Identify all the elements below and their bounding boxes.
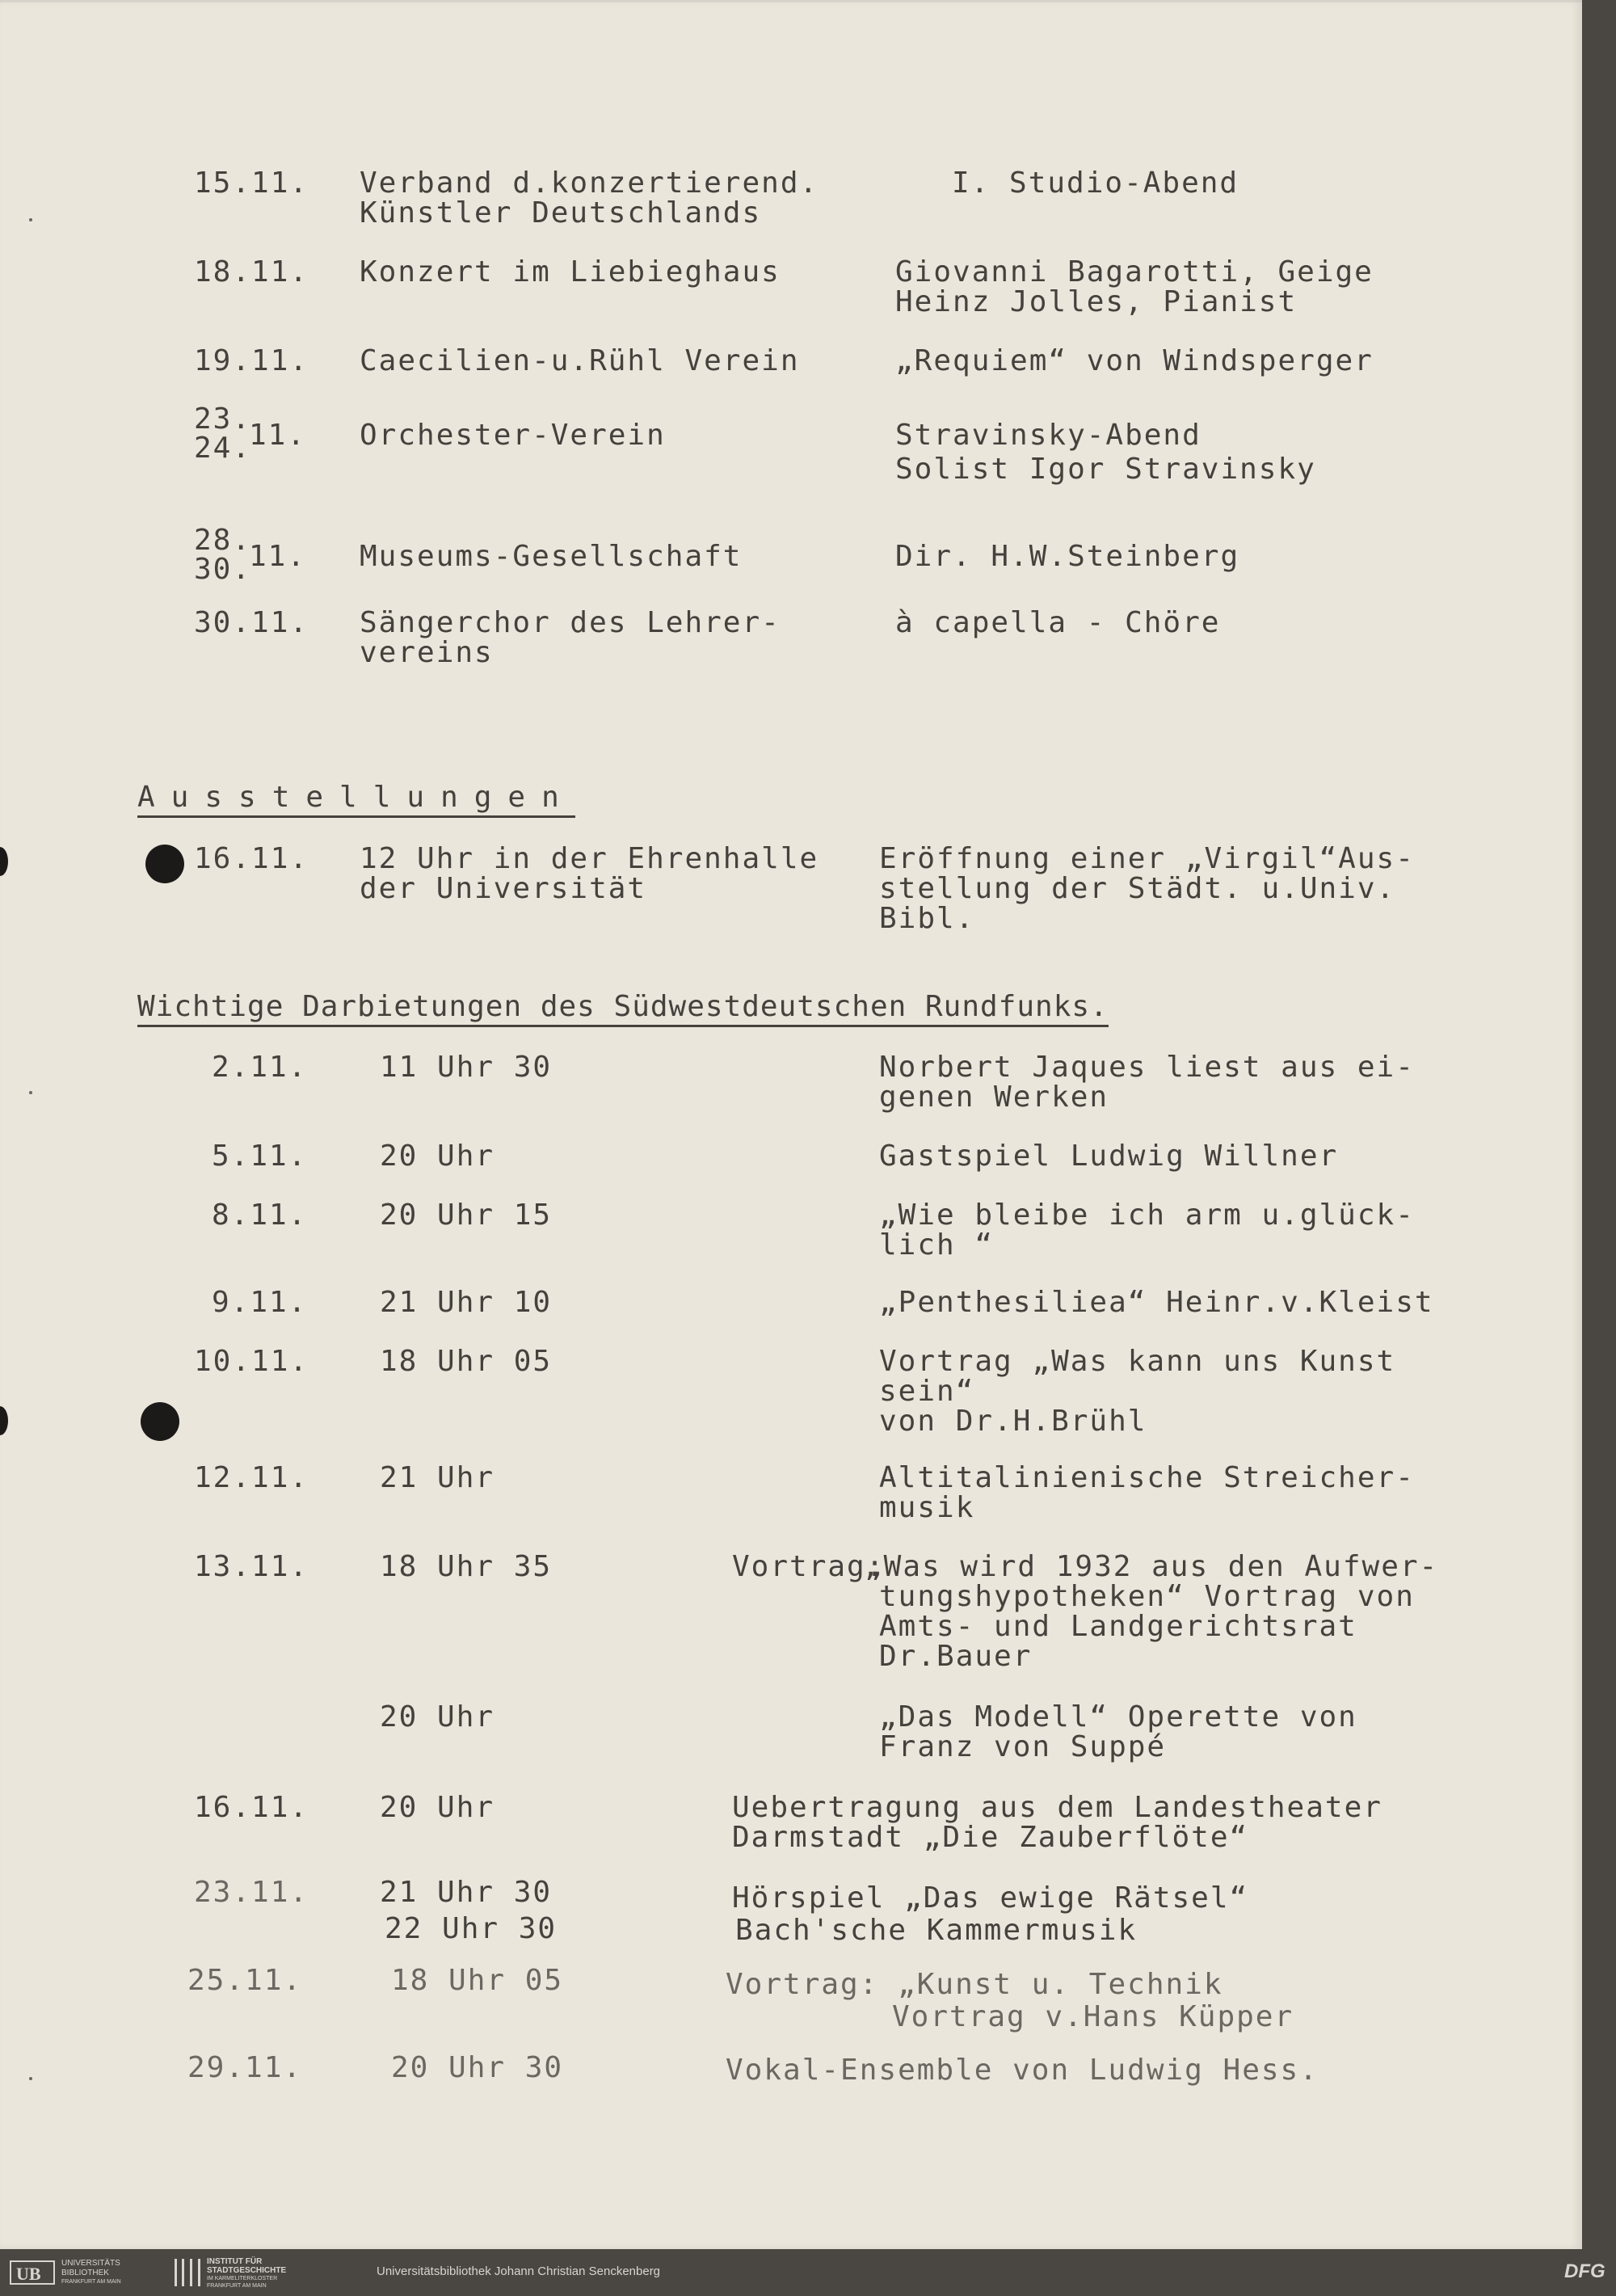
date: 10.11. (194, 1345, 309, 1378)
desc-line: Amts- und Landgerichtsrat (879, 1610, 1357, 1643)
organizer-line: Verband d.konzertierend. (360, 166, 819, 200)
time: 21 Uhr 30 (380, 1876, 553, 1909)
desc-line: Norbert Jaques liest aus ei- (879, 1051, 1415, 1084)
event-line: stellung der Städt. u.Univ. (879, 872, 1396, 905)
margin-mark (29, 1091, 32, 1094)
ub-name-line: FRANKFURT AM MAIN (61, 2279, 121, 2285)
desc-line: Bach'sche Kammermusik (735, 1914, 1138, 1947)
time: 20 Uhr 30 (391, 2051, 564, 2084)
date: 15.11. (194, 166, 309, 200)
desc-line: Franz von Suppé (879, 1730, 1167, 1763)
time: 20 Uhr (380, 1700, 495, 1734)
desc-line: Altitalinienische Streicher- (879, 1461, 1415, 1494)
date: 30.11. (194, 606, 309, 639)
event-line: I. Studio-Abend (952, 166, 1239, 200)
desc-line: Uebertragung aus dem Landestheater (732, 1791, 1382, 1824)
date-suffix: 11. (249, 419, 307, 452)
date: 16.11. (194, 842, 309, 875)
date-bottom: 24. (194, 432, 252, 465)
margin-mark (29, 218, 32, 221)
desc-line: Vortrag: „Kunst u. Technik (726, 1968, 1223, 2001)
footer-bar (0, 2249, 1616, 2296)
organizer-line: vereins (360, 636, 494, 669)
desc-line: „Wie bleibe ich arm u.glück- (879, 1199, 1415, 1232)
time: 20 Uhr 15 (380, 1199, 553, 1232)
punch-hole (145, 845, 184, 883)
desc-line: sein“ (879, 1375, 975, 1408)
time: 21 Uhr 10 (380, 1286, 553, 1319)
time-second: 22 Uhr 30 (385, 1912, 558, 1945)
event-line: Eröffnung einer „Virgil“Aus- (879, 842, 1415, 875)
library-name: Universitätsbibliothek Johann Christian Senckenberg (377, 2264, 661, 2278)
organizer-line: Orchester-Verein (360, 419, 666, 452)
desc-line: musik (879, 1491, 975, 1524)
date-top: 28. (194, 524, 252, 557)
date: 25.11. (187, 1964, 303, 1997)
ub-name-line: UNIVERSITÄTS (61, 2259, 120, 2268)
desc-line: Hörspiel „Das ewige Rätsel“ (732, 1881, 1249, 1915)
margin-mark (29, 2077, 32, 2080)
desc-line: „Was wird 1932 aus den Aufwer- (865, 1550, 1439, 1583)
date: 29.11. (187, 2051, 303, 2084)
institute-name-line: FRANKFURT AM MAIN (207, 2283, 267, 2289)
time: 18 Uhr 35 (380, 1550, 553, 1583)
event-line: Stravinsky-Abend (895, 419, 1201, 452)
desc-line: Gastspiel Ludwig Willner (879, 1140, 1339, 1173)
date-top: 23. (194, 402, 252, 436)
desc-line: genen Werken (879, 1081, 1109, 1114)
date: 9.11. (212, 1286, 308, 1319)
date: 18.11. (194, 255, 309, 289)
dfg-logo: DFG (1564, 2260, 1605, 2282)
time: 20 Uhr (380, 1791, 495, 1824)
edge-hole (0, 1406, 8, 1435)
event-line: Giovanni Bagarotti, Geige (895, 255, 1374, 289)
date: 16.11. (194, 1791, 309, 1824)
edge-hole (0, 847, 8, 876)
date-suffix: 11. (249, 540, 307, 573)
date: 8.11. (212, 1199, 308, 1232)
institute-logo-icon (175, 2259, 200, 2286)
desc-line: Vortrag v.Hans Küpper (892, 2000, 1294, 2033)
organizer-line: Museums-Gesellschaft (360, 540, 743, 573)
desc-line: Vokal-Ensemble von Ludwig Hess. (726, 2054, 1319, 2087)
desc-line: von Dr.H.Brühl (879, 1405, 1147, 1438)
date: 19.11. (194, 344, 309, 377)
date: 12.11. (194, 1461, 309, 1494)
place-line: 12 Uhr in der Ehrenhalle (360, 842, 819, 875)
time: 21 Uhr (380, 1461, 495, 1494)
ub-logo: UB (10, 2260, 55, 2285)
date: 23.11. (194, 1876, 309, 1909)
punch-hole (141, 1402, 179, 1441)
section-heading-radio: Wichtige Darbietungen des Südwestdeutschen Rundfunks. (137, 992, 1109, 1027)
desc-line: lich “ (879, 1228, 995, 1262)
place-line: der Universität (360, 872, 647, 905)
date: 2.11. (212, 1051, 308, 1084)
event-line: Solist Igor Stravinsky (895, 453, 1316, 486)
date: 13.11. (194, 1550, 309, 1583)
organizer-line: Konzert im Liebieghaus (360, 255, 781, 289)
time: 20 Uhr (380, 1140, 495, 1173)
organizer-line: Sängerchor des Lehrer- (360, 606, 781, 639)
section-heading-exhibitions: Ausstellungen (137, 782, 575, 818)
desc-line: Darmstadt „Die Zauberflöte“ (732, 1821, 1249, 1854)
institute-name-line: IM KARMELITERKLOSTER (207, 2276, 278, 2281)
ub-name-line: BIBLIOTHEK (61, 2269, 109, 2277)
desc-line: tungshypotheken“ Vortrag von (879, 1580, 1415, 1613)
date-bottom: 30. (194, 553, 252, 586)
desc-line: Vortrag „Was kann uns Kunst (879, 1345, 1396, 1378)
time: 18 Uhr 05 (391, 1964, 564, 1997)
event-line: Heinz Jolles, Pianist (895, 285, 1298, 318)
organizer-line: Caecilien-u.Rühl Verein (360, 344, 800, 377)
page-edge (0, 0, 1582, 2)
date: 5.11. (212, 1140, 308, 1173)
institute-name-line: STADTGESCHICHTE (207, 2266, 287, 2275)
event-line: „Requiem“ von Windsperger (895, 344, 1374, 377)
desc-line: Dr.Bauer (879, 1640, 1033, 1673)
event-line: à capella - Chöre (895, 606, 1221, 639)
institute-name-line: INSTITUT FÜR (207, 2257, 263, 2266)
desc-line: „Das Modell“ Operette von (879, 1700, 1357, 1734)
time: 18 Uhr 05 (380, 1345, 553, 1378)
event-line: Bibl. (879, 902, 975, 935)
desc-line: „Penthesiliea“ Heinr.v.Kleist (879, 1286, 1434, 1319)
lead-label: Vortrag: (732, 1550, 886, 1583)
organizer-line: Künstler Deutschlands (360, 196, 762, 230)
time: 11 Uhr 30 (380, 1051, 553, 1084)
event-line: Dir. H.W.Steinberg (895, 540, 1240, 573)
